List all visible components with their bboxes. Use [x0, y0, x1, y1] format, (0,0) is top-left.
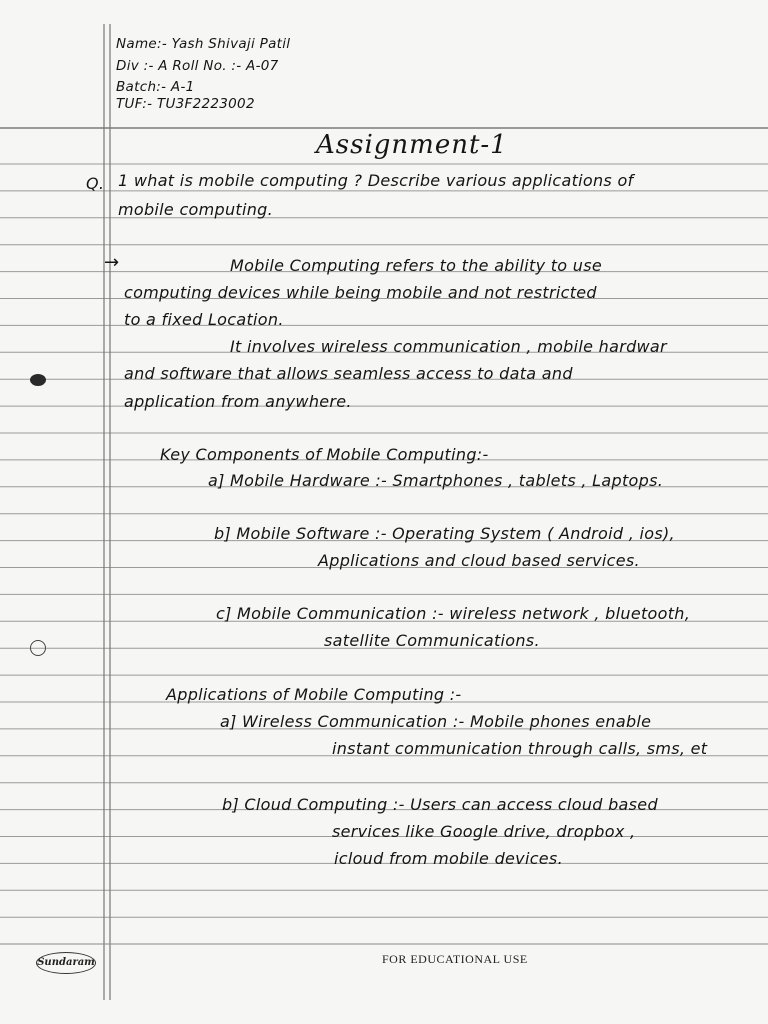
component-a: a] Mobile Hardware :- Smartphones , tablets , Laptops. [208, 471, 664, 490]
key-components-heading: Key Components of Mobile Computing:- [160, 445, 489, 464]
component-c-line-2: satellite Communications. [324, 631, 540, 650]
student-name: Name:- Yash Shivaji Patil [116, 36, 291, 52]
answer-arrow: → [104, 252, 120, 273]
page-title: Assignment-1 [316, 130, 508, 160]
component-c-line-1: c] Mobile Communication :- wireless network , bluetooth, [216, 604, 691, 623]
application-a-line-2: instant communication through calls, sms, et [332, 739, 708, 758]
applications-heading: Applications of Mobile Computing :- [166, 685, 462, 704]
intro-line-5: and software that allows seamless access to data and [124, 364, 573, 383]
division-roll: Div :- A Roll No. :- A-07 [116, 58, 279, 74]
tuf-id: TUF:- TU3F2223002 [116, 96, 255, 112]
question-line-2: mobile computing. [118, 200, 274, 219]
component-b-line-2: Applications and cloud based services. [318, 551, 640, 570]
punch-hole-top [30, 374, 46, 386]
batch: Batch:- A-1 [116, 79, 195, 95]
punch-hole-bottom [30, 640, 46, 656]
educational-use-note: FOR EDUCATIONAL USE [382, 952, 528, 966]
intro-line-3: to a fixed Location. [124, 310, 284, 329]
application-a-line-1: a] Wireless Communication :- Mobile phones enable [220, 712, 652, 731]
application-b-line-3: icloud from mobile devices. [334, 849, 563, 868]
question-marker: Q. [86, 174, 105, 193]
question-line-1: 1 what is mobile computing ? Describe various applications of [118, 171, 634, 190]
intro-line-4: It involves wireless communication , mobile hardwar [230, 337, 667, 356]
sundaram-logo: Sundaram [36, 952, 96, 974]
application-b-line-2: services like Google drive, dropbox , [332, 822, 636, 841]
intro-line-6: application from anywhere. [124, 392, 352, 411]
intro-line-2: computing devices while being mobile and not restricted [124, 283, 597, 302]
application-b-line-1: b] Cloud Computing :- Users can access cloud based [222, 795, 658, 814]
intro-line-1: Mobile Computing refers to the ability to use [230, 256, 602, 275]
component-b-line-1: b] Mobile Software :- Operating System ( Android , ios), [214, 524, 675, 543]
